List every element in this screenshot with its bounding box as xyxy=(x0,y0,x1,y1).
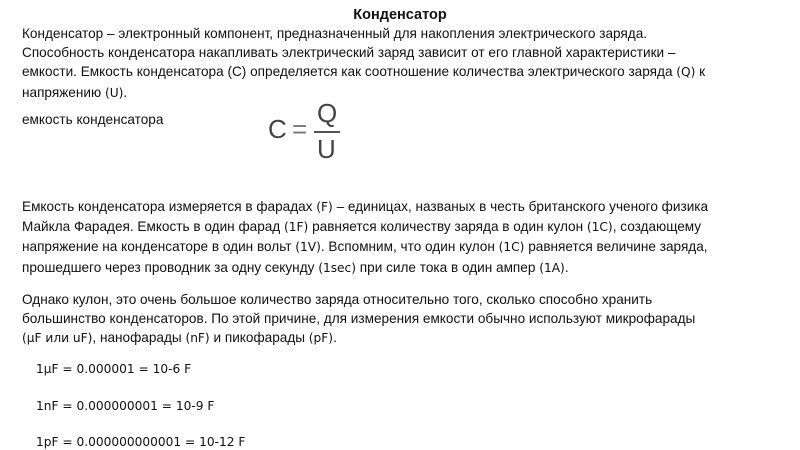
one-farad-unit: (1F) xyxy=(284,220,309,235)
subunits-line-1: Однако кулон, это очень большое количество заряда относительно того, сколько способно хранить xyxy=(22,292,653,307)
subunits-line-3b: и пикофарады xyxy=(209,330,309,346)
fraction-bar xyxy=(314,131,340,133)
farad-line-4a: прошедшего через проводник за одну секунду xyxy=(22,259,319,275)
intro-line-2: Способность конденсатора накапливать электрический заряд зависит от его главной характеристики – xyxy=(22,45,676,61)
farad-line-3c: равняется величине заряда, xyxy=(524,239,708,255)
nanofarad-unit: (nF) xyxy=(185,331,210,346)
one-coulomb-unit-2: (1C) xyxy=(498,240,525,255)
microfarad-unit: (µF или uF) xyxy=(22,331,93,346)
charge-unit: (Q) xyxy=(676,65,696,80)
voltage-unit: (U) xyxy=(104,85,124,100)
formula-equals: = xyxy=(292,114,308,144)
farad-paragraph xyxy=(22,197,782,278)
formula-caption: емкость конденсатора xyxy=(22,112,164,127)
one-second-unit: (1sec) xyxy=(318,260,357,275)
intro-line-3-tail: к xyxy=(695,64,706,80)
intro-paragraph xyxy=(22,24,782,103)
farad-line-1b: – единицах, названых в честь британского ученого физика xyxy=(332,199,709,214)
formula-numerator: Q xyxy=(317,98,338,128)
capacitance-formula xyxy=(268,98,348,164)
subunits-line-2: большинство конденсаторов. По этой причине, для измерения емкости обычно используют микрофарады xyxy=(22,311,696,327)
farad-line-3b: . Вспомним, что один кулон xyxy=(320,239,499,255)
intro-line-3: емкости. Емкость конденсатора (C) определяется как соотношение количества электрического заряда xyxy=(22,64,677,80)
picofarad-conversion: 1pF = 0.000000000001 = 10-12 F xyxy=(36,435,246,449)
farad-line-2b: равняется количеству заряда в один кулон xyxy=(308,219,587,235)
farad-line-3a: напряжение на конденсаторе в один вольт xyxy=(22,239,296,255)
intro-line-4: напряжению xyxy=(22,84,105,100)
formula-denominator: U xyxy=(317,134,336,164)
subunits-line-3a: , нанофарады xyxy=(92,330,186,346)
picofarad-unit: (pF) xyxy=(308,331,334,346)
farad-line-2a: Майкла Фарадея. Емкость в один фарад xyxy=(22,219,285,235)
microfarad-conversion: 1µF = 0.000001 = 10-6 F xyxy=(36,362,192,376)
farad-line-4b: при силе тока в один ампер xyxy=(356,259,540,275)
formula-lhs: C xyxy=(268,114,287,144)
one-volt-unit: (1V) xyxy=(295,240,321,255)
subunits-paragraph xyxy=(22,290,782,349)
page-title: Конденсатор xyxy=(353,7,447,23)
farad-line-4c: . xyxy=(564,259,569,275)
intro-line-4-tail: . xyxy=(123,84,128,100)
one-ampere-unit: (1A) xyxy=(539,260,565,275)
intro-line-1: Конденсатор – электронный компонент, предназначенный для накопления электрического заряда. xyxy=(22,26,648,41)
farad-line-1a: Емкость конденсатора измеряется в фарадах xyxy=(22,199,317,214)
nanofarad-conversion: 1nF = 0.000000001 = 10-9 F xyxy=(36,399,215,413)
subunits-line-3c: . xyxy=(333,330,337,346)
farad-unit: (F) xyxy=(316,200,333,214)
farad-line-2c: , создающему xyxy=(612,219,702,235)
one-coulomb-unit: (1C) xyxy=(586,220,613,235)
